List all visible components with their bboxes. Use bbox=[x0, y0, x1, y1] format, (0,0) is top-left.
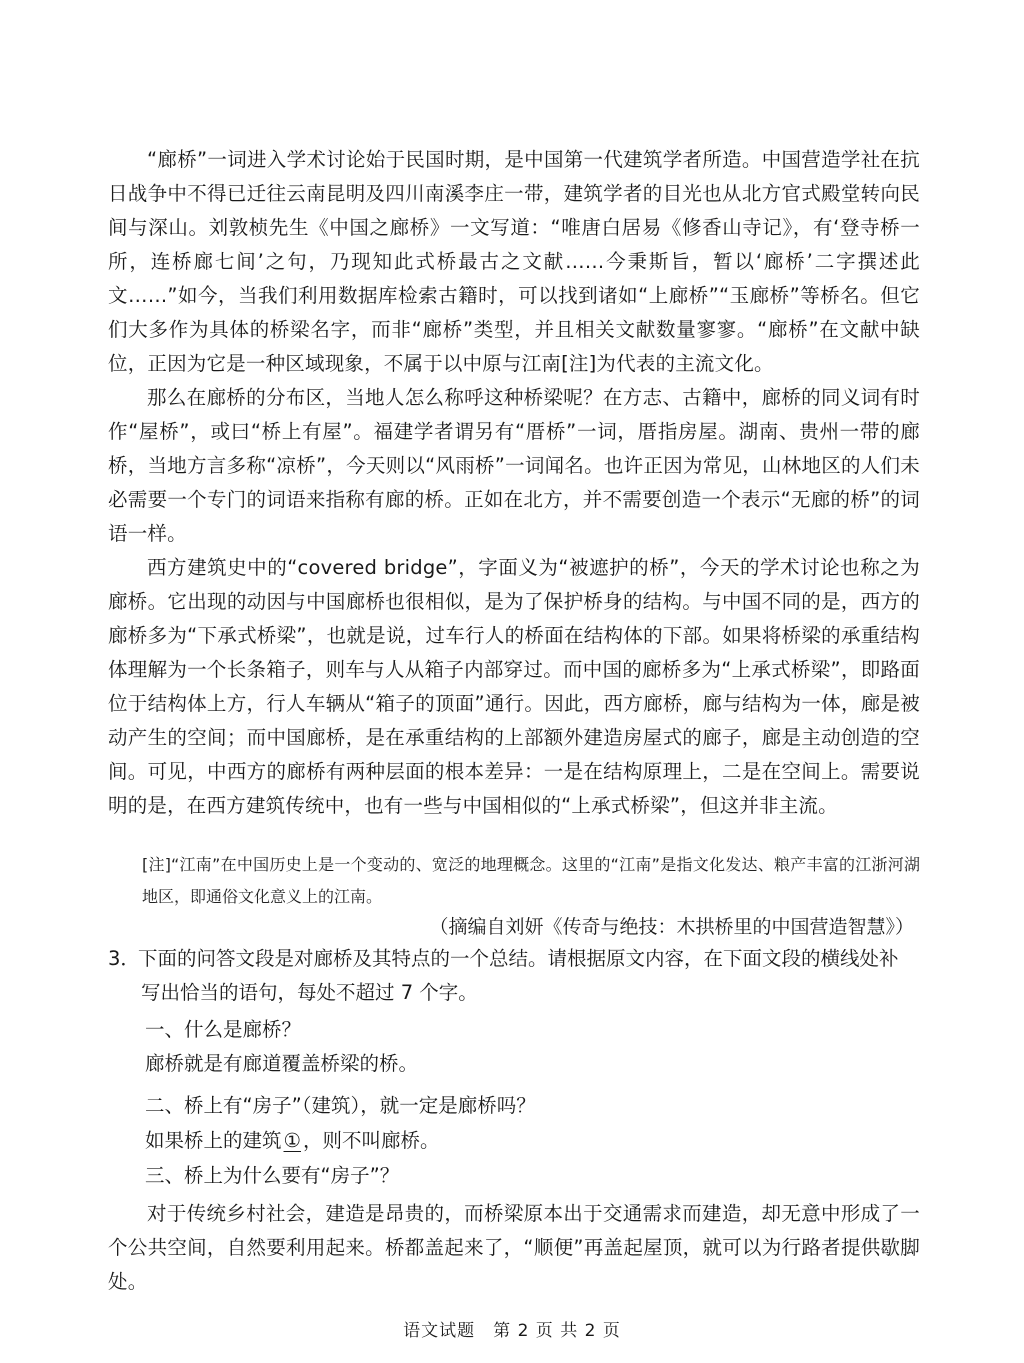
fill-blank-1[interactable]: ① bbox=[283, 1129, 301, 1152]
question-3-stem bbox=[108, 942, 920, 1010]
page-footer: 语文试题 第 2 页 共 2 页 bbox=[403, 1321, 621, 1341]
answer-2-prefix: 如果桥上的建筑 bbox=[145, 1129, 282, 1152]
question-number: 3． bbox=[108, 947, 140, 970]
article-source: （摘编自刘妍《传奇与绝技：木拱桥里的中国营造智慧》） bbox=[429, 916, 914, 938]
question-stem-line-2: 写出恰当的语句，每处不超过 7 个字。 bbox=[141, 981, 478, 1004]
answer-2-suffix: ，则不叫廊桥。 bbox=[303, 1129, 440, 1152]
section-answer-3: 对于传统乡村社会，建造是昂贵的，而桥梁原本出于交通需求而建造，却无意中形成了一个公共空间，自然要利用起来。桥都盖起来了，“顺便”再盖起屋顶，就可以为行路者提供歇脚处。 bbox=[108, 1202, 920, 1293]
article-paragraph-1: “廊桥”一词进入学术讨论始于民国时期，是中国第一代建筑学者所造。中国营造学社在抗日战争中不得已迁往云南昆明及四川南溪李庄一带，建筑学者的目光也从北方官式殿堂转向民间与深山。刘敦桢先生《中国之廊桥》一文写道：“唯唐白居易《修香山寺记》，有‘登寺桥一所，连桥廊七间’之句，乃现知此式桥最古之文献……今秉斯旨，暂以‘廊桥’二字撰述此文……”如今，当我们利用数据库检索古籍时，可以找到诸如“上廊桥”“玉廊桥”等桥名。但它们大多作为具体的桥梁名字，而非“廊桥”类型，并且相关文献数量寥寥。“廊桥”在文献中缺位，正因为它是一种区域现象，不属于以中原与江南[注]为代表的主流文化。 bbox=[108, 148, 920, 375]
section-heading-2: 二、桥上有“房子”（建筑），就一定是廊桥吗？ bbox=[145, 1094, 536, 1117]
section-answer-1: 廊桥就是有廊道覆盖桥梁的桥。 bbox=[145, 1052, 419, 1075]
footnote: [注]“江南”在中国历史上是一个变动的、宽泛的地理概念。这里的“江南”是指文化发达、粮产丰富的江浙河湖地区，即通俗文化意义上的江南。 bbox=[142, 855, 920, 906]
section-heading-3: 三、桥上为什么要有“房子”？ bbox=[145, 1164, 400, 1187]
question-stem-line-1: 下面的问答文段是对廊桥及其特点的一个总结。请根据原文内容，在下面文段的横线处补 bbox=[138, 947, 899, 970]
section-heading-1: 一、什么是廊桥？ bbox=[145, 1018, 302, 1041]
article-paragraph-3: 西方建筑史中的“covered bridge”，字面义为“被遮护的桥”，今天的学术讨论也称之为廊桥。它出现的动因与中国廊桥也很相似，是为了保护桥身的结构。与中国不同的是，西方的廊桥多为“下承式桥梁”，也就是说，过车行人的桥面在结构体的下部。如果将桥梁的承重结构体理解为一个长条箱子，则车与人从箱子内部穿过。而中国的廊桥多为“上承式桥梁”，即路面位于结构体上方，行人车辆从“箱子的顶面”通行。因此，西方廊桥，廊与结构为一体，廊是被动产生的空间；而中国廊桥，是在承重结构的上部额外建造房屋式的廊子，廊是主动创造的空间。可见，中西方的廊桥有两种层面的根本差异：一是在结构原理上，二是在空间上。需要说明的是，在西方建筑传统中，也有一些与中国相似的“上承式桥梁”，但这并非主流。 bbox=[108, 556, 920, 817]
section-answer-2 bbox=[145, 1124, 920, 1158]
article-paragraph-2: 那么在廊桥的分布区，当地人怎么称呼这种桥梁呢？在方志、古籍中，廊桥的同义词有时作“屋桥”，或曰“桥上有屋”。福建学者谓另有“厝桥”一词，厝指房屋。湖南、贵州一带的廊桥，当地方言多称“凉桥”，今天则以“风雨桥”一词闻名。也许正因为常见，山林地区的人们未必需要一个专门的词语来指称有廊的桥。正如在北方，并不需要创造一个表示“无廊的桥”的词语一样。 bbox=[108, 386, 920, 545]
